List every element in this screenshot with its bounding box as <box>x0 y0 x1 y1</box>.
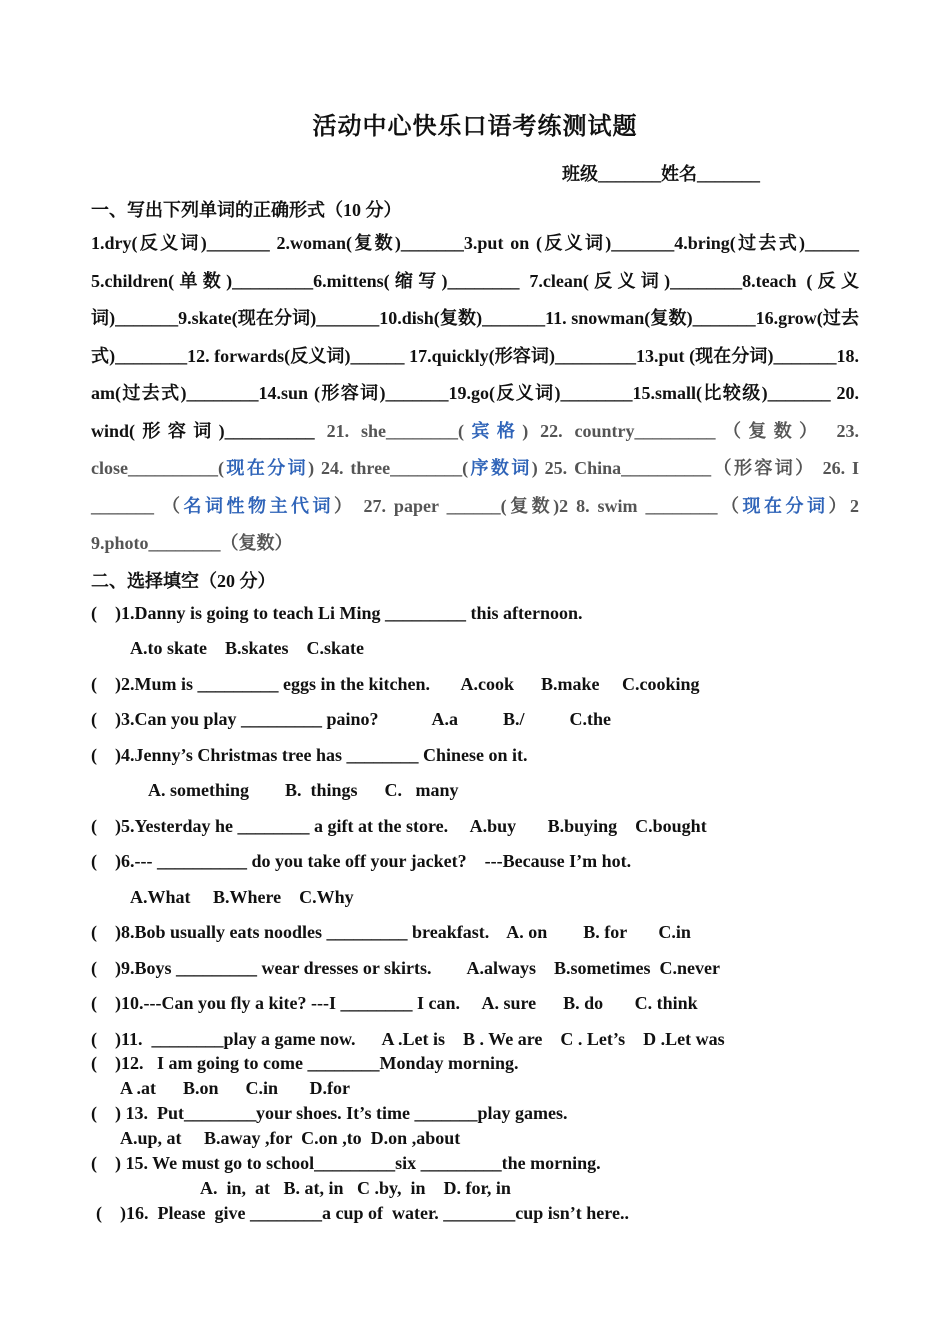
word-form-segment: ) 24. three________( <box>308 458 469 478</box>
name-blank: _______ <box>697 164 760 184</box>
question-line: ( )5.Yesterday he ________ a gift at the store. A.buy B.buying C.bought <box>91 816 707 836</box>
student-info <box>562 160 760 186</box>
question-line: ( )4.Jenny’s Christmas tree has ________ Chinese on it. <box>91 745 528 765</box>
question-line: ( ) 13. Put________your shoes. It’s time _______play games. <box>91 1103 568 1123</box>
question-line: ( ) 15. We must go to school_________six _________the morning. <box>91 1153 601 1173</box>
question-line: ( )8.Bob usually eats noodles _________ breakfast. A. on B. for C.in <box>91 922 691 942</box>
word-form-segment: ) 25. China__________（形容词） 26. I _______ （ <box>91 458 859 516</box>
section-1-word-forms <box>91 225 859 563</box>
question-line: ( )1.Danny is going to teach Li Ming _________ this afternoon. <box>91 603 583 623</box>
word-form-hint: 现在分词 <box>223 458 309 478</box>
question-line: ( )12. I am going to come ________Monday morning. <box>91 1053 519 1073</box>
question-line: ( )10.---Can you fly a kite? ---I ________ I can. A. sure B. do C. think <box>91 993 698 1013</box>
section-2-heading: 二、选择填空（20 分） <box>91 571 276 591</box>
word-form-hint: 序数词 <box>468 458 532 478</box>
word-form-hint: 宾格 <box>464 420 523 441</box>
answer-options: A.up, at B.away ,for C.on ,to D.on ,about <box>120 1128 461 1148</box>
word-form-segment: ) 22. country_________（复数） 23. close__________( <box>91 420 860 478</box>
question-line: ( )6.--- __________ do you take off your jacket? ---Because I’m hot. <box>91 851 632 871</box>
question-line: ( )16. Please give ________a cup of water. ________cup isn’t here.. <box>96 1203 629 1223</box>
question-line: ( )11. ________play a game now. A .Let is B . We are C . Let’s D .Let was <box>91 1029 725 1049</box>
word-form-segment: ）2 9.photo________（复数） <box>91 495 860 553</box>
class-label: 班级 <box>562 164 598 184</box>
word-form-hint: 名词性物主代词 <box>183 495 334 516</box>
word-form-segment: ） 27. paper ______(复数)2 8. swim ________（ <box>333 495 743 516</box>
word-form-hint: 现在分词 <box>742 495 829 516</box>
answer-options: A .at B.on C.in D.for <box>120 1078 351 1098</box>
name-label: 姓名 <box>661 164 697 184</box>
answer-options: A.to skate B.skates C.skate <box>130 638 364 658</box>
answer-options: A. something B. things C. many <box>148 780 459 800</box>
section-1-heading: 一、写出下列单词的正确形式（10 分） <box>91 200 402 220</box>
word-form-segment: 1.dry(反义词)_______ 2.woman(复数)_______3.put on (反义词)_______4.bring(过去式)______ 5.children(单数)_________6.mittens(缩写)________ 7.clean(反义词)________8.teach (反义词)_______9.skate(现在分词)_______10.dish(复数)_______11. snowman(复数)_______16.grow(过去式)________12. forwards(反义词)______ 17.quickly(形容词)_________13.put (现在分词)_______18. am(过去式)________14.sun (形容词)_______19.go(反义词)________15.small(比较级)_______ 20. wind(形容词)__________ <box>91 233 859 441</box>
word-form-segment: 21. she________( <box>326 420 464 441</box>
class-blank: _______ <box>598 164 661 184</box>
question-line: ( )3.Can you play _________ paino? A.a B./ C.the <box>91 709 612 729</box>
page-title: 活动中心快乐口语考练测试题 <box>312 114 638 140</box>
question-line: ( )2.Mum is _________ eggs in the kitchen. A.cook B.make C.cooking <box>91 674 700 694</box>
answer-options: A. in, at B. at, in C .by, in D. for, in <box>200 1178 511 1198</box>
question-line: ( )9.Boys _________ wear dresses or skirts. A.always B.sometimes C.never <box>91 958 720 978</box>
answer-options: A.What B.Where C.Why <box>130 887 354 907</box>
